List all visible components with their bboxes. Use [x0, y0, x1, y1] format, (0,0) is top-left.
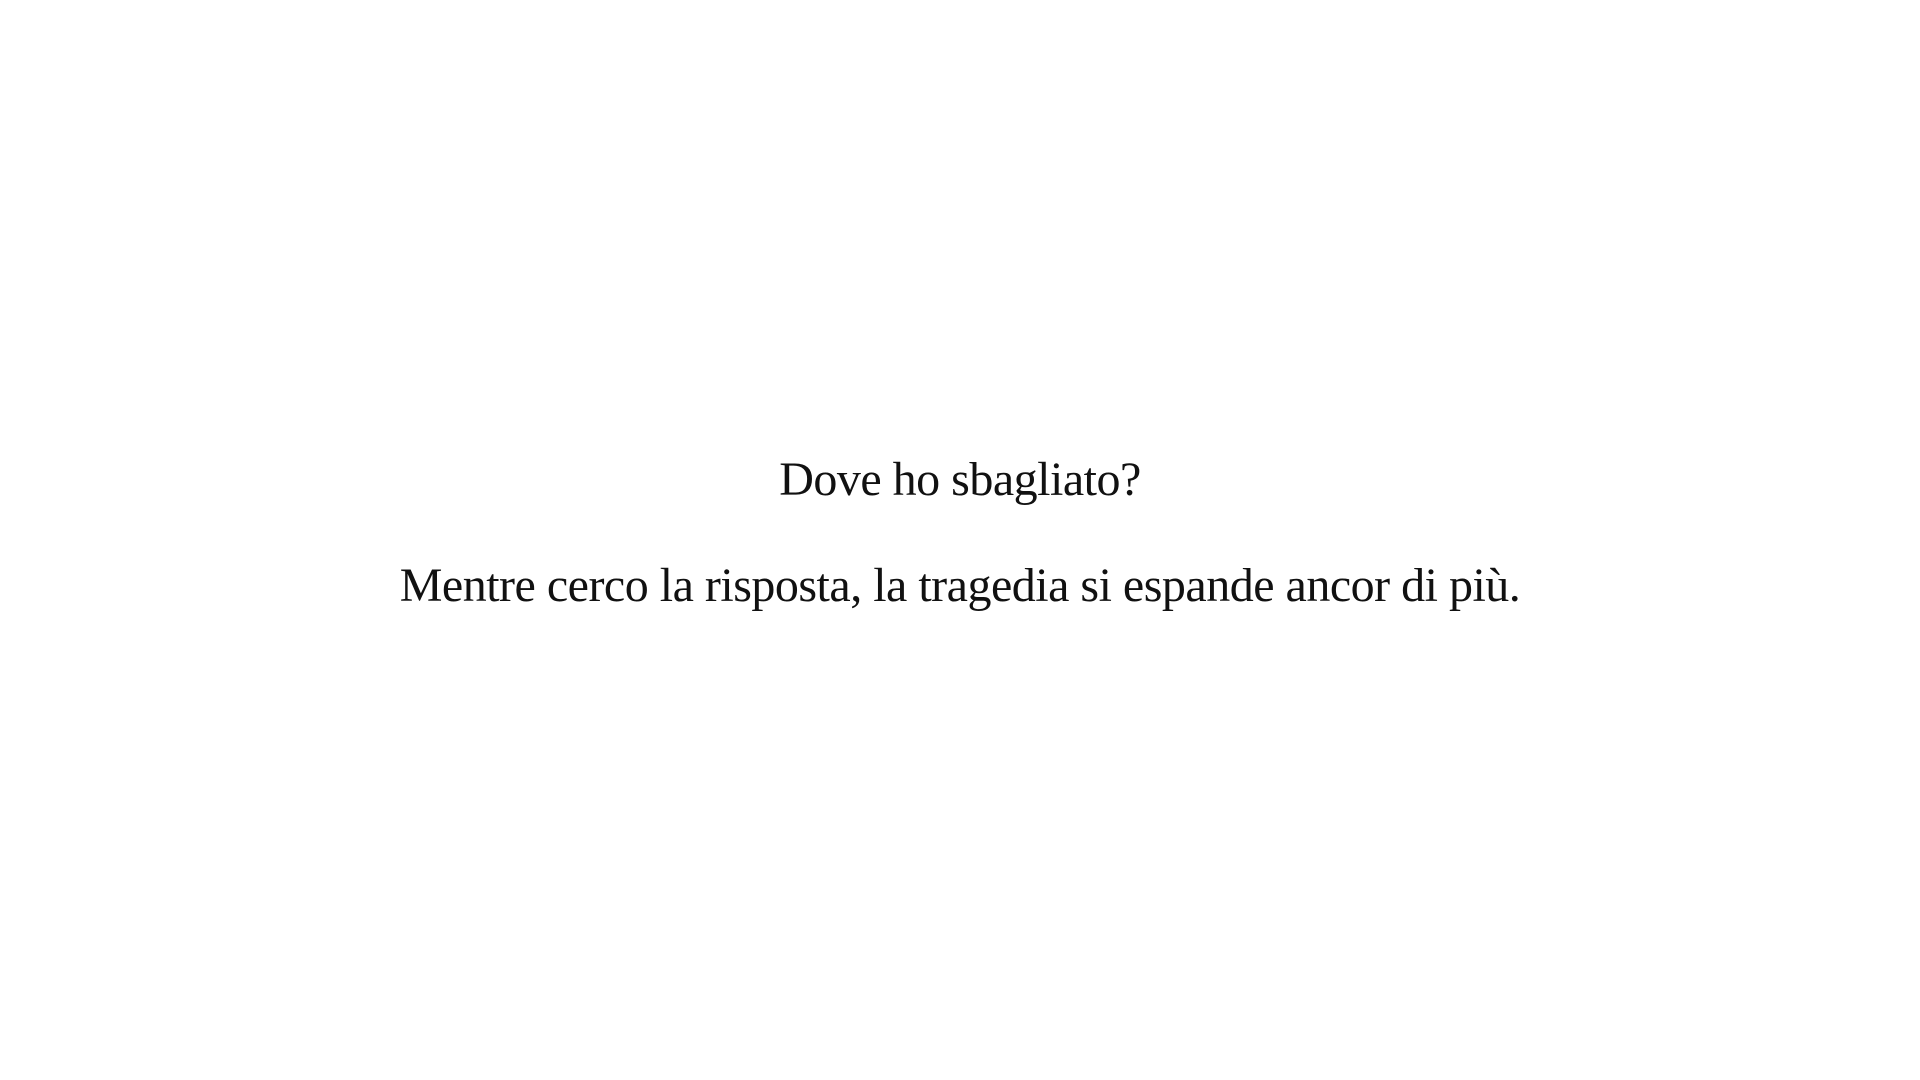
narration-line-statement: Mentre cerco la risposta, la tragedia si espande ancor di più.	[399, 559, 1521, 612]
narration-line-question: Dove ho sbagliato?	[779, 453, 1141, 506]
narration-text-block	[0, 452, 1920, 614]
